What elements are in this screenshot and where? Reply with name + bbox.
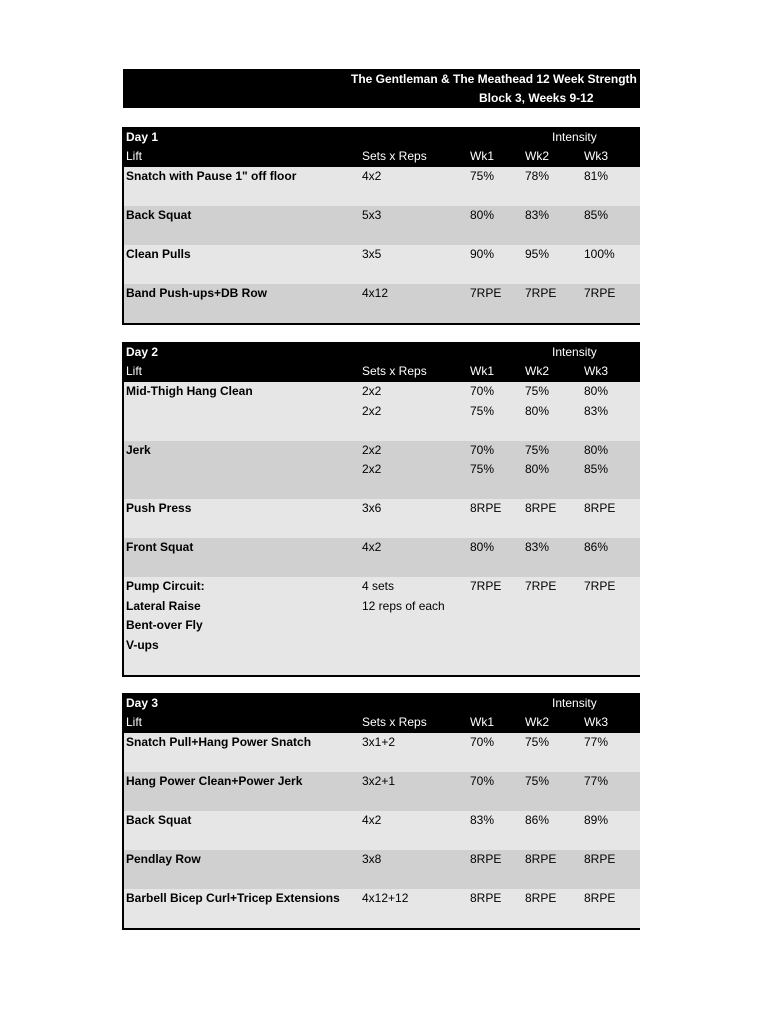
sets-reps-value-cell (362, 577, 445, 616)
wk3-value-cell (584, 577, 615, 597)
wk2-value-cell (525, 499, 556, 519)
wk2-value: 7RPE (525, 286, 557, 300)
intensity-header: Intensity (552, 696, 597, 710)
wk2-value: 7RPE (525, 579, 557, 593)
wk1-column-header: Wk1 (470, 364, 494, 378)
day-label: Day 3 (126, 696, 159, 710)
wk2-value: 78% (525, 169, 550, 183)
lift-name: Band Push-ups+DB Row (126, 286, 268, 300)
lift-column-header: Lift (126, 149, 143, 163)
sets-reps-value-cell (362, 733, 395, 753)
table-row (124, 538, 640, 577)
table-row (124, 811, 640, 850)
wk3-value-cell (584, 206, 608, 226)
intensity-header: Intensity (552, 130, 597, 144)
lift-name: Back Squat (126, 208, 192, 222)
sets-reps-value-cell (362, 811, 381, 831)
wk1-value-cell (470, 441, 494, 480)
wk1-value-cell (470, 772, 494, 792)
wk2-value-cell (525, 167, 549, 187)
wk3-value-cell (584, 382, 608, 421)
wk2-value: 75% (525, 442, 550, 457)
sets-reps-column-header: Sets x Reps (362, 715, 427, 729)
wk3-value-cell (584, 772, 608, 792)
wk3-value: 8RPE (584, 852, 616, 866)
sets-reps-value-cell (362, 206, 381, 226)
wk2-value: 83% (525, 540, 550, 554)
sets-reps-value: 12 reps of each (362, 598, 445, 613)
wk1-value-cell (470, 382, 494, 421)
lift-name-cell (126, 167, 296, 187)
wk2-value-cell (525, 733, 549, 753)
sets-reps-value: 2x2 (362, 462, 382, 476)
day-label: Day 2 (126, 345, 159, 359)
wk3-column-header: Wk3 (584, 364, 608, 378)
wk3-value: 85% (584, 462, 609, 476)
wk3-value: 77% (584, 774, 609, 788)
lift-name-cell (126, 850, 201, 870)
wk3-column-header: Wk3 (584, 715, 608, 729)
wk2-value-cell (525, 577, 556, 597)
wk2-value: 75% (525, 774, 550, 788)
sets-reps-value-cell (362, 284, 388, 304)
lift-name: Back Squat (126, 813, 192, 827)
sets-reps-value: 3x8 (362, 852, 382, 866)
sets-reps-column-header: Sets x Reps (362, 364, 427, 378)
wk3-value-cell (584, 889, 615, 909)
wk1-value: 80% (470, 208, 495, 222)
wk2-column-header: Wk2 (525, 149, 549, 163)
wk2-value-cell (525, 441, 549, 480)
sets-reps-value: 2x2 (362, 403, 382, 418)
wk1-value: 8RPE (470, 891, 502, 905)
lift-name: Mid-Thigh Hang Clean (126, 384, 253, 398)
wk2-value-cell (525, 889, 556, 909)
wk1-value: 70% (470, 442, 495, 457)
wk1-value: 70% (470, 735, 495, 749)
table-row (124, 441, 640, 500)
lift-name-cell (126, 772, 302, 792)
title-line-2: Block 3, Weeks 9-12 (479, 91, 594, 105)
sets-reps-value-cell (362, 538, 381, 558)
wk3-value-cell (584, 284, 615, 304)
wk2-column-header: Wk2 (525, 364, 549, 378)
lift-name-cell (126, 382, 253, 402)
sets-reps-value: 4x2 (362, 540, 382, 554)
wk1-value-cell (470, 889, 501, 909)
wk3-value: 77% (584, 735, 609, 749)
wk3-value: 80% (584, 384, 609, 398)
wk2-value: 75% (525, 384, 550, 398)
table-row (124, 245, 640, 284)
sets-reps-value: 3x2+1 (362, 774, 396, 788)
sets-reps-value: 3x5 (362, 247, 382, 261)
wk3-value: 7RPE (584, 286, 616, 300)
wk1-value: 83% (470, 813, 495, 827)
lift-name: Hang Power Clean+Power Jerk (126, 774, 303, 788)
table-row (124, 850, 640, 889)
wk2-value-cell (525, 245, 549, 265)
lift-name-cell (126, 889, 340, 909)
day-label: Day 1 (126, 130, 159, 144)
wk1-value-cell (470, 577, 501, 597)
wk3-value-cell (584, 441, 608, 480)
table-row (124, 772, 640, 811)
wk3-value-cell (584, 245, 615, 265)
wk2-value: 8RPE (525, 852, 557, 866)
wk2-value-cell (525, 850, 556, 870)
lift-name: Snatch Pull+Hang Power Snatch (126, 735, 312, 749)
sets-reps-value: 4x2 (362, 169, 382, 183)
wk1-column-header: Wk1 (470, 149, 494, 163)
wk1-value-cell (470, 499, 501, 519)
lift-name-cell (126, 284, 267, 304)
wk2-value-cell (525, 811, 549, 831)
day-header (124, 693, 640, 733)
lift-name-cell (126, 206, 191, 226)
wk2-value-cell (525, 284, 556, 304)
wk1-value: 75% (470, 462, 495, 476)
sets-reps-value: 3x1+2 (362, 735, 396, 749)
wk2-value: 95% (525, 247, 550, 261)
lift-name-cell (126, 245, 191, 265)
lift-name: Jerk (126, 442, 151, 457)
sets-reps-value: 4x12+12 (362, 891, 409, 905)
sets-reps-value: 2x2 (362, 442, 382, 457)
wk1-value-cell (470, 206, 494, 226)
lift-name: Pendlay Row (126, 852, 201, 866)
lift-name-cell (126, 577, 205, 655)
lift-name-cell (126, 733, 311, 753)
intensity-header: Intensity (552, 345, 597, 359)
wk1-value-cell (470, 850, 501, 870)
lift-column-header: Lift (126, 715, 143, 729)
wk3-value: 7RPE (584, 579, 616, 593)
wk3-value: 80% (584, 442, 609, 457)
wk3-value-cell (584, 811, 608, 831)
table-row (124, 733, 640, 772)
wk2-value: 80% (525, 462, 550, 476)
wk2-value-cell (525, 206, 549, 226)
sets-reps-column-header: Sets x Reps (362, 149, 427, 163)
table-row (124, 499, 640, 538)
wk3-value: 83% (584, 403, 609, 418)
day-table (122, 127, 640, 325)
lift-name-cell (126, 499, 191, 519)
day-header (124, 127, 640, 167)
wk1-value: 80% (470, 540, 495, 554)
wk2-value-cell (525, 772, 549, 792)
lift-name: Clean Pulls (126, 247, 191, 261)
wk1-value-cell (470, 167, 494, 187)
wk2-value: 8RPE (525, 501, 557, 515)
sets-reps-value: 5x3 (362, 208, 382, 222)
lift-name-cell (126, 441, 151, 461)
lift-name-cell (126, 538, 193, 558)
sets-reps-value-cell (362, 499, 381, 519)
wk1-value-cell (470, 538, 494, 558)
wk1-value: 8RPE (470, 852, 502, 866)
wk1-value-cell (470, 733, 494, 753)
lift-name: Front Squat (126, 540, 194, 554)
wk3-value-cell (584, 499, 615, 519)
wk1-value: 75% (470, 169, 495, 183)
sets-reps-value-cell (362, 167, 381, 187)
lift-name: Push Press (126, 501, 192, 515)
wk2-value: 86% (525, 813, 550, 827)
sets-reps-value: 4x2 (362, 813, 382, 827)
sets-reps-value-cell (362, 245, 381, 265)
sets-reps-value: 4x12 (362, 286, 389, 300)
wk3-value: 89% (584, 813, 609, 827)
wk1-value: 75% (470, 403, 495, 418)
day-table (122, 693, 640, 930)
wk2-value: 8RPE (525, 891, 557, 905)
lift-name: Lateral Raise (126, 598, 201, 613)
table-row (124, 206, 640, 245)
wk3-column-header: Wk3 (584, 149, 608, 163)
wk2-value-cell (525, 382, 549, 421)
wk3-value-cell (584, 538, 608, 558)
table-row (124, 167, 640, 206)
title-line-1: The Gentleman & The Meathead 12 Week Strength (351, 72, 637, 86)
sets-reps-value-cell (362, 850, 381, 870)
wk1-value: 8RPE (470, 501, 502, 515)
wk3-value-cell (584, 733, 608, 753)
wk3-value: 85% (584, 208, 609, 222)
table-row (124, 889, 640, 928)
wk3-value: 81% (584, 169, 609, 183)
wk1-value: 70% (470, 384, 495, 398)
sets-reps-value-cell (362, 772, 395, 792)
wk1-value-cell (470, 811, 494, 831)
wk3-value-cell (584, 167, 608, 187)
wk1-value: 70% (470, 774, 495, 788)
sets-reps-value-cell (362, 382, 381, 421)
sets-reps-value: 2x2 (362, 384, 382, 398)
wk2-value: 75% (525, 735, 550, 749)
day-table (122, 342, 640, 677)
lift-name: Snatch with Pause 1" off floor (126, 169, 297, 183)
wk1-value-cell (470, 245, 494, 265)
wk2-value: 83% (525, 208, 550, 222)
lift-column-header: Lift (126, 364, 143, 378)
wk3-value: 86% (584, 540, 609, 554)
table-row (124, 382, 640, 441)
wk1-value-cell (470, 284, 501, 304)
sets-reps-value-cell (362, 889, 408, 909)
wk2-value: 80% (525, 403, 550, 418)
wk1-column-header: Wk1 (470, 715, 494, 729)
lift-name: Pump Circuit: (126, 579, 205, 593)
sets-reps-value-cell (362, 441, 381, 480)
wk1-value: 7RPE (470, 286, 502, 300)
wk3-value: 8RPE (584, 501, 616, 515)
lift-name: Barbell Bicep Curl+Tricep Extensions (126, 891, 340, 905)
sets-reps-value: 3x6 (362, 501, 382, 515)
table-row (124, 284, 640, 323)
wk2-column-header: Wk2 (525, 715, 549, 729)
page-title (123, 69, 640, 108)
wk2-value-cell (525, 538, 549, 558)
lift-name: Bent-over Fly (126, 618, 203, 632)
wk3-value: 100% (584, 247, 615, 261)
day-header (124, 342, 640, 382)
wk3-value: 8RPE (584, 891, 616, 905)
wk1-value: 7RPE (470, 579, 502, 593)
lift-name-cell (126, 811, 191, 831)
wk3-value-cell (584, 850, 615, 870)
table-row (124, 577, 640, 675)
wk1-value: 90% (470, 247, 495, 261)
sets-reps-value: 4 sets (362, 579, 395, 593)
lift-name: V-ups (126, 637, 159, 652)
